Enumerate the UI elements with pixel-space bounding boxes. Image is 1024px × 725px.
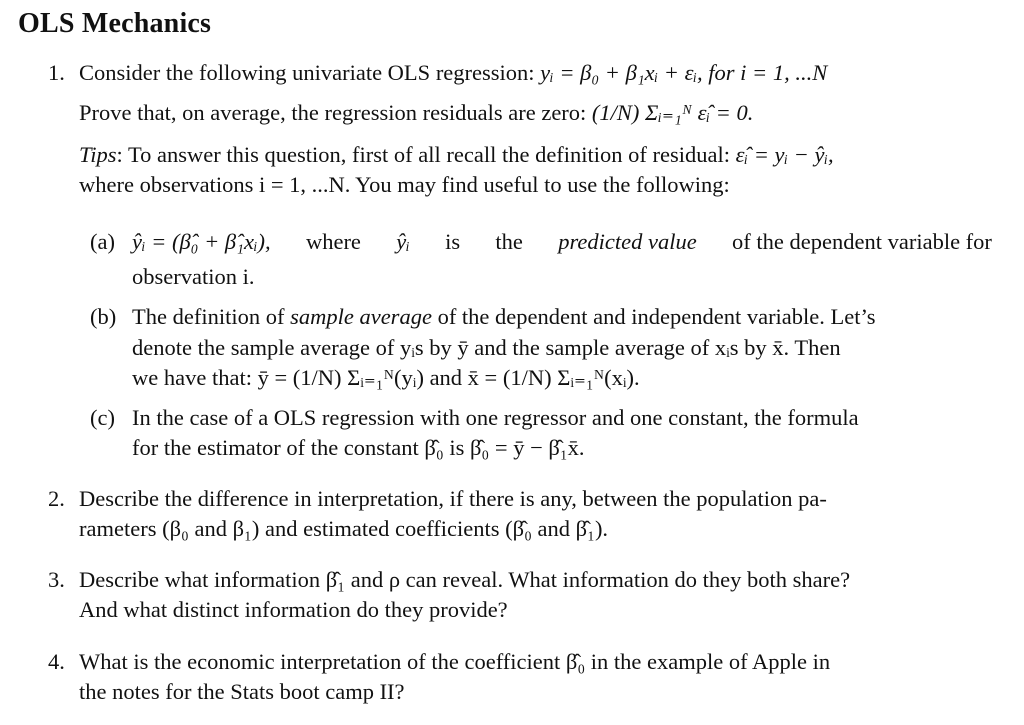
q1c-line2: for the estimator of the constant β̂₀ is β̂₀ = ȳ − β̂₁x̄. <box>132 435 585 460</box>
q1a-word-yhat: ŷᵢ <box>396 229 410 254</box>
q3-line2: And what distinct information do they provide? <box>79 597 508 622</box>
q1-tips-continuation: where observations i = 1, ...N. You may find useful to use the following: <box>79 172 730 197</box>
q1-prove-line <box>79 102 753 125</box>
q1a-emphasis: predicted value <box>558 229 697 254</box>
q1a-equation: ŷᵢ = (β̂₀ + β̂₁xᵢ), <box>132 229 271 254</box>
q2-line1: Describe the difference in interpretation, if there is any, between the population pa- <box>79 486 827 511</box>
q1-tips-label: Tips <box>79 142 117 167</box>
q3-number: 3. <box>48 567 65 592</box>
q1-tips-text: : To answer this question, first of all recall the definition of residual: <box>116 142 731 167</box>
q1b-label: (b) <box>90 304 117 329</box>
q1-tips-equation: ε̂ᵢ = yᵢ − ŷᵢ, <box>735 142 834 167</box>
q1a-word-the: the <box>495 229 523 254</box>
q4-line1: What is the economic interpretation of the coefficient β̂₀ in the example of Apple in <box>79 649 831 674</box>
q4-number: 4. <box>48 649 65 674</box>
q1c-label: (c) <box>90 405 115 430</box>
q1-number: 1. <box>48 60 65 85</box>
q2-line2: rameters (β₀ and β₁) and estimated coefficients (β̂₀ and β̂₁). <box>79 516 609 541</box>
q1b-line2: denote the sample average of yᵢs by ȳ and the sample average of xᵢs by x̄. Then <box>132 335 841 360</box>
q1a-word-is: is <box>445 229 461 254</box>
q1a-rest: of the dependent variable for <box>732 229 992 254</box>
q4-line2: the notes for the Stats boot camp II? <box>79 679 405 704</box>
q3-line1: Describe what information β̂₁ and ρ can reveal. What information do they both share? <box>79 567 851 592</box>
q1a-word-where: where <box>305 229 361 254</box>
page-title: OLS Mechanics <box>18 8 212 39</box>
q1a-label: (a) <box>90 229 115 254</box>
q2-number: 2. <box>48 486 65 511</box>
q1-prove-text: Prove that, on average, the regression residuals are zero: <box>79 100 587 125</box>
q1-model-equation: yᵢ = β₀ + β₁xᵢ + εᵢ, for i = 1, ...N <box>540 60 828 85</box>
q1b-emphasis: sample average <box>290 304 432 329</box>
q1-prove-equation: (1/N) Σᵢ₌₁ᴺ ε̂ᵢ = 0. <box>591 100 754 125</box>
q1b-line1 <box>132 306 876 329</box>
q1-intro-text: Consider the following univariate OLS regression: <box>79 60 535 85</box>
q1c-line1: In the case of a OLS regression with one regressor and one constant, the formula <box>132 405 859 430</box>
q1a-line2: observation i. <box>132 264 255 289</box>
q1b-line1-post: of the dependent and independent variable. Let’s <box>437 304 876 329</box>
q1a-line1 <box>132 231 992 254</box>
q1-tips-line <box>79 144 834 167</box>
q1b-line3: we have that: ȳ = (1/N) Σᵢ₌₁ᴺ(yᵢ) and x̄ = (1/N) Σᵢ₌₁ᴺ(xᵢ). <box>132 365 640 390</box>
q1b-line1-pre: The definition of <box>132 304 285 329</box>
q1-intro-line <box>79 62 827 85</box>
